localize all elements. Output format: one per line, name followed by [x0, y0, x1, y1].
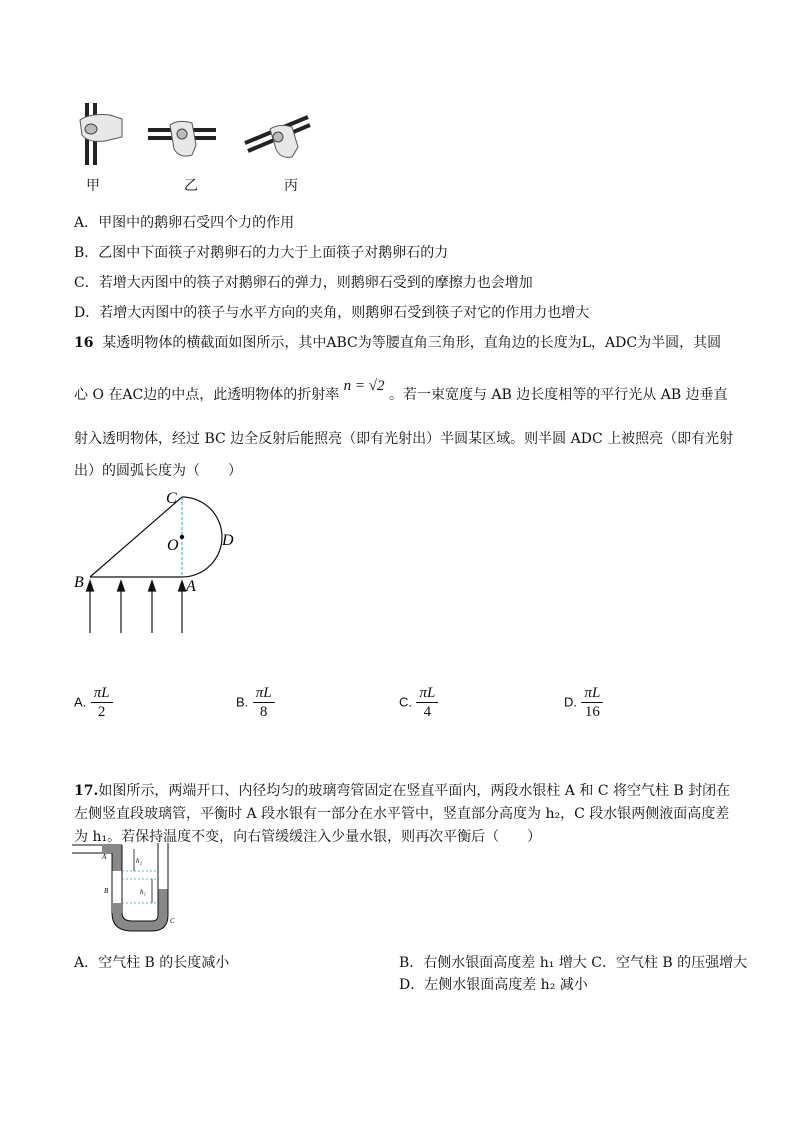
label-a: A [186, 578, 196, 595]
label-d: D [222, 532, 234, 549]
semicircle-adc [182, 497, 222, 577]
q17-text: 如图所示，两端开口、内径均匀的玻璃弯管固定在竖直平面内，两段水银柱 A 和 C 将空气柱 B 封闭在 [98, 783, 731, 799]
q16-line3: 射入透明物体，经过 BC 边全反射后能照亮（即有光射出）半圆某区域。则半圆 ADC 上被照亮（即有光射 [74, 431, 734, 447]
fraction [581, 684, 603, 721]
q16-option-c [399, 684, 438, 721]
q17-option-a: A．空气柱 B 的长度减小 [74, 955, 230, 971]
q17-line2: 左侧竖直段玻璃管，平衡时 A 段水银有一部分在水平管中，竖直部分高度为 h₂，C 段水银两侧液面高度差 [74, 806, 730, 822]
light-arrows [87, 581, 186, 633]
q15-option-c: C．若增大丙图中的筷子对鹅卵石的弹力，则鹅卵石受到的摩擦力也会增加 [74, 275, 533, 291]
denominator: 16 [584, 704, 600, 720]
q15-option-b: B．乙图中下面筷子对鹅卵石的力大于上面筷子对鹅卵石的力 [74, 245, 449, 261]
label-b: B [74, 574, 84, 591]
q17-number: 17. [74, 783, 99, 799]
numerator: πL [253, 684, 275, 703]
q17-line1 [74, 781, 730, 801]
q16-option-a [74, 684, 113, 721]
q16-text-b: 。若一束宽度与 AB 边长度相等的平行光从 AB 边垂直 [388, 387, 728, 403]
figure-label-bing: 丙 [284, 178, 298, 194]
fraction [253, 684, 275, 721]
figure-bing [245, 117, 310, 157]
denominator: 8 [259, 704, 268, 720]
figure-jia [80, 103, 122, 165]
denominator: 2 [97, 704, 106, 720]
fraction [91, 684, 113, 721]
q16-line1 [74, 333, 721, 353]
q16-option-b [236, 684, 275, 721]
q15-option-a: A．甲图中的鹅卵石受四个力的作用 [74, 215, 295, 231]
q17-option-bc: B．右侧水银面高度差 h₁ 增大 C．空气柱 B 的压强增大 [399, 955, 748, 971]
label-h2: h₂ [136, 857, 142, 865]
option-letter: C. [399, 694, 412, 710]
label-c: C [166, 490, 177, 507]
q16-line2 [74, 378, 728, 405]
figure-yi [148, 121, 216, 156]
q16-text: 某透明物体的横截面如图所示，其中ABC为等腰直角三角形，直角边的长度为L，ADC为半圆，其圆 [102, 335, 722, 351]
figure-label-yi: 乙 [184, 178, 198, 194]
q16-number: 16 [74, 335, 94, 351]
option-letter: A. [74, 694, 87, 710]
label-b: B [104, 887, 109, 895]
q17-option-d: D．左侧水银面高度差 h₂ 减小 [399, 977, 588, 993]
q16-line4: 出）的圆弧长度为（ ） [74, 463, 242, 479]
q17-line3: 为 h₁。若保持温度不变，向右管缓缓注入少量水银，则再次平衡后（ ） [74, 829, 542, 845]
q15-option-d: D．若增大丙图中的筷子与水平方向的夹角，则鹅卵石受到筷子对它的作用力也增大 [74, 305, 590, 321]
numerator: πL [416, 684, 438, 703]
q17-figure [72, 843, 192, 933]
numerator: πL [91, 684, 113, 703]
option-letter: B. [236, 694, 249, 710]
q16-option-d [564, 684, 603, 721]
label-h1: h₁ [140, 888, 146, 896]
center-point-o [180, 535, 184, 539]
figure-label-jia: 甲 [86, 178, 100, 194]
label-o: O [167, 537, 179, 554]
label-c: C [170, 917, 175, 925]
q16-figure [70, 483, 250, 643]
numerator: πL [581, 684, 603, 703]
denominator: 4 [423, 704, 432, 720]
refractive-index-formula: n = √2 [343, 378, 385, 394]
fraction [416, 684, 438, 721]
option-letter: D. [564, 694, 577, 710]
label-a: A [102, 853, 107, 861]
q16-text-a: 心 O 在AC边的中点，此透明物体的折射率 [74, 387, 340, 403]
